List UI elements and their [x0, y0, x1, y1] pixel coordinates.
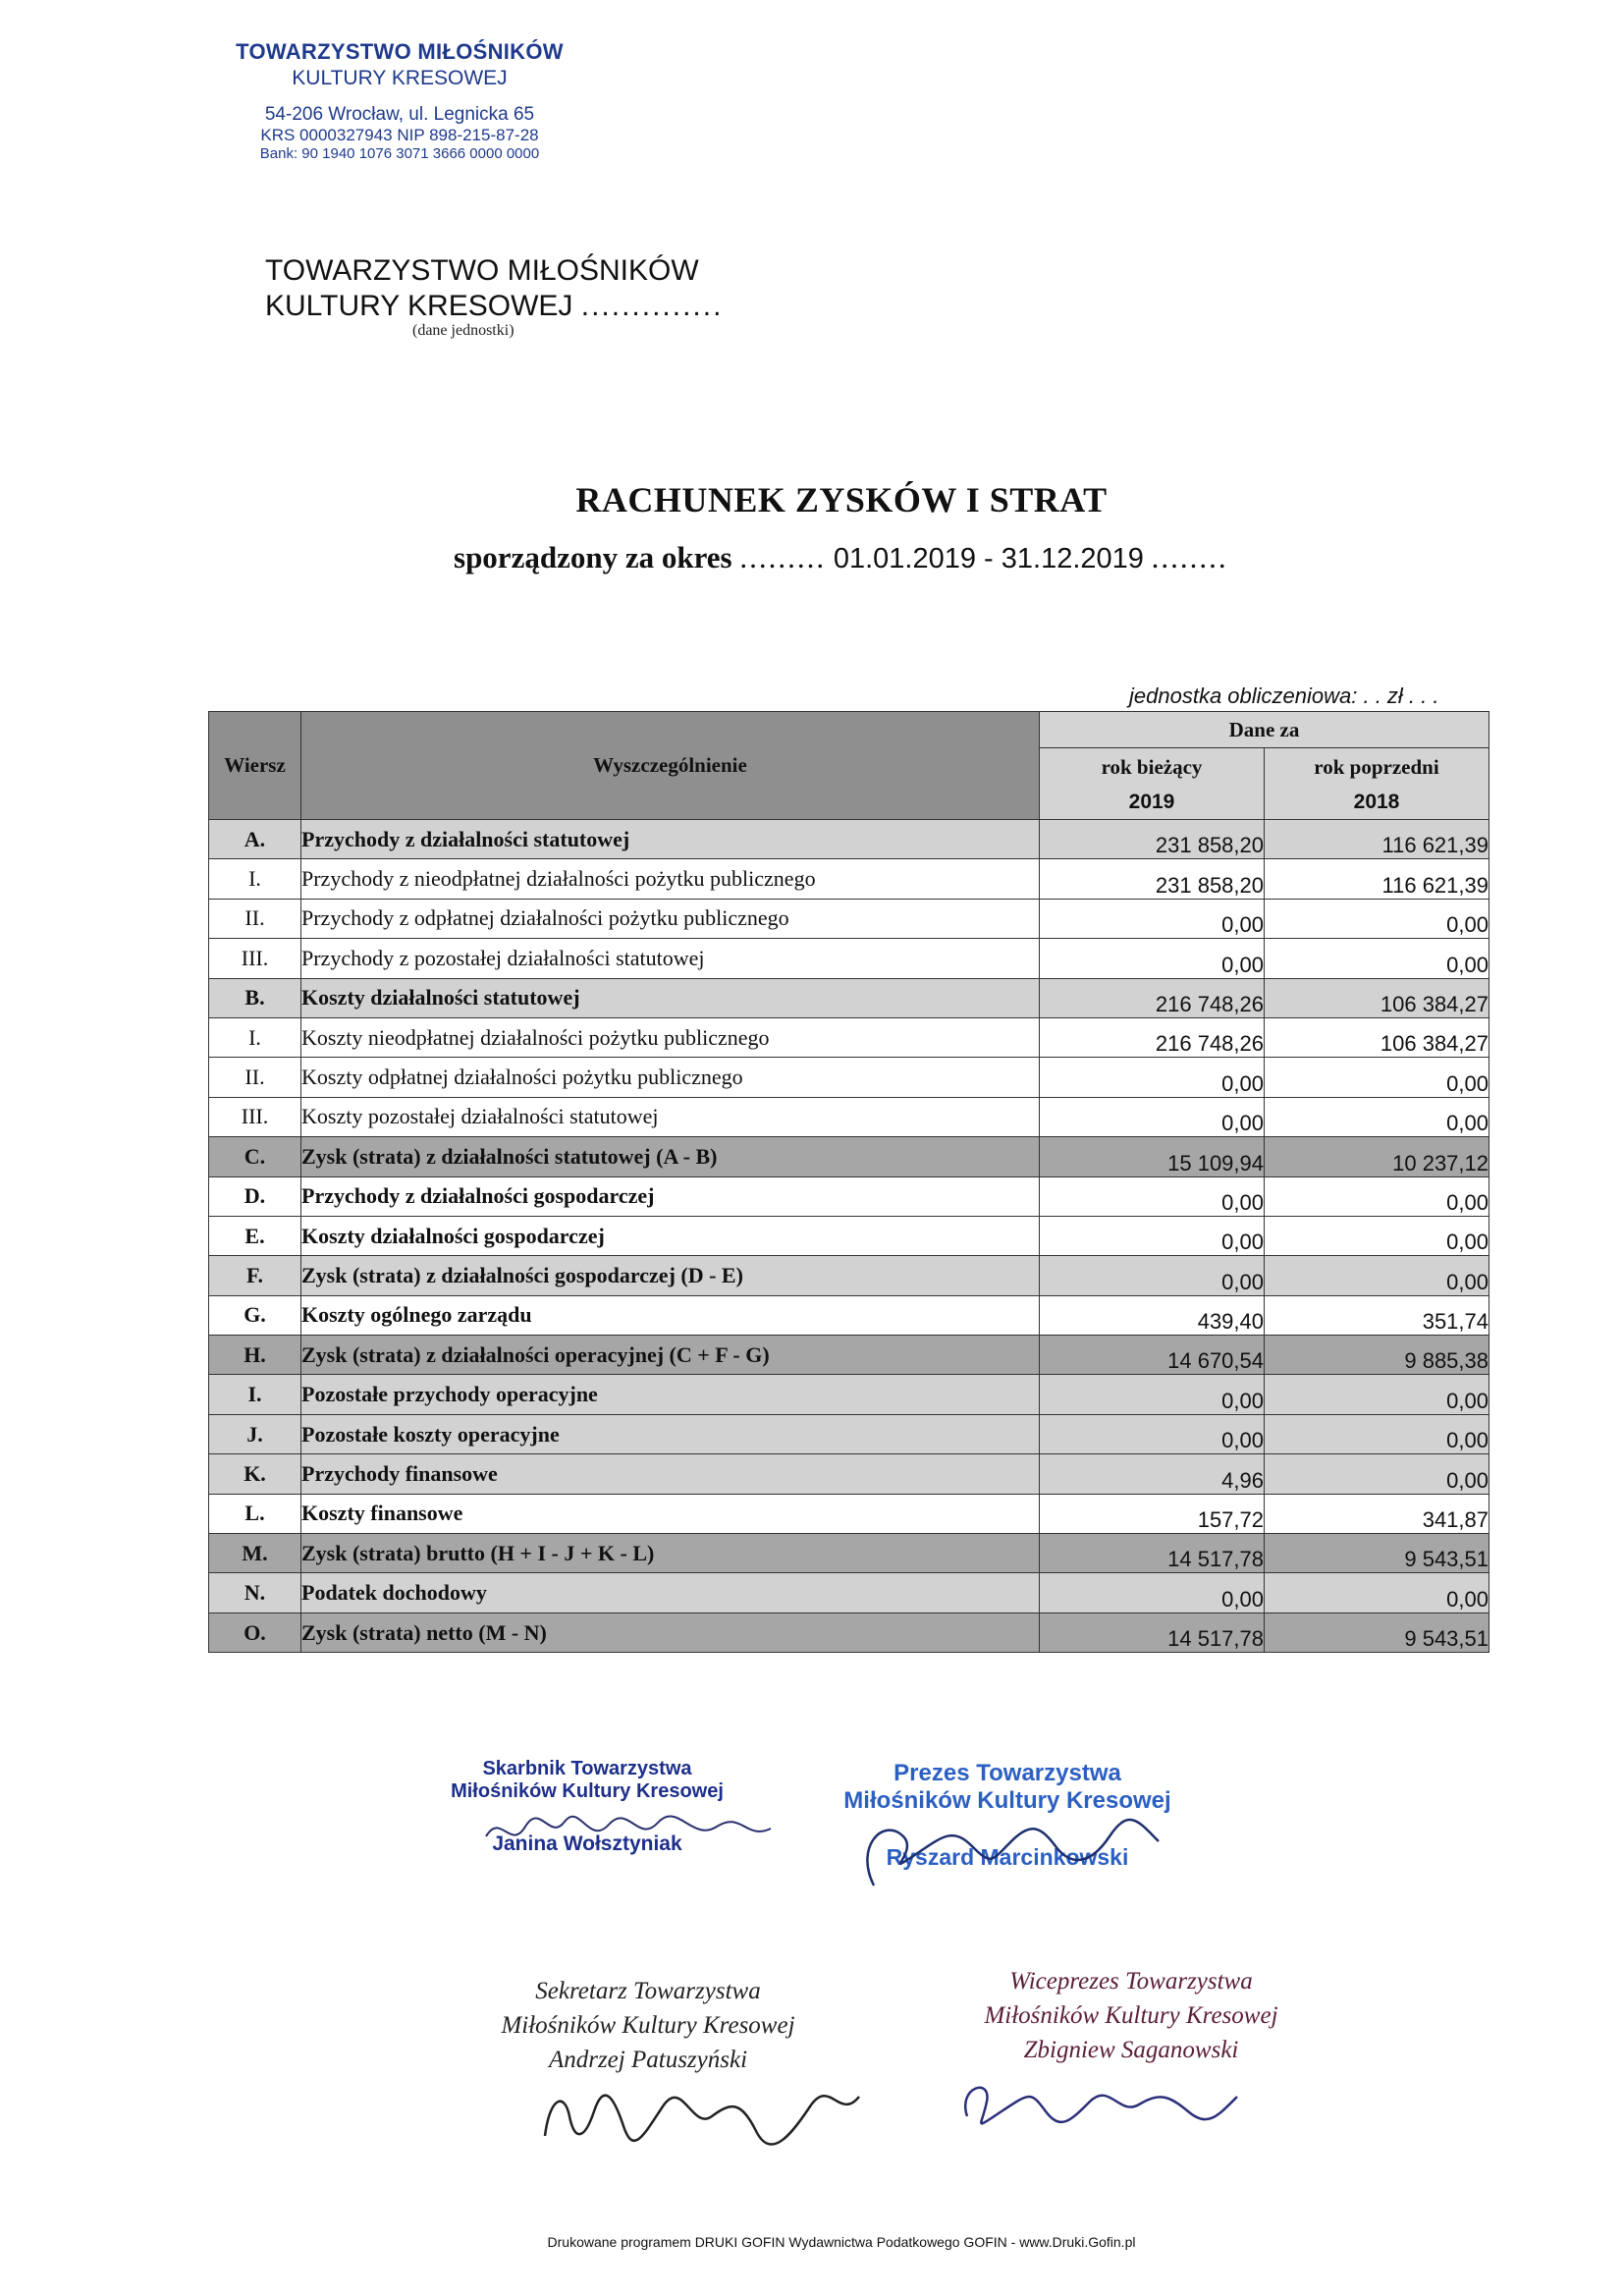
- president-name: Ryszard Marcinkowski: [886, 1844, 1129, 1870]
- row-code: C.: [209, 1137, 301, 1176]
- row-label: Koszty nieodpłatnej działalności pożytku publicznego: [301, 1017, 1040, 1057]
- row-code: D.: [209, 1176, 301, 1216]
- table-row: [209, 899, 1489, 938]
- row-previous-value: 351,74: [1265, 1295, 1489, 1335]
- header-previous-year-value: 2018: [1265, 786, 1489, 820]
- row-previous-value: 0,00: [1265, 1058, 1489, 1097]
- row-label: Przychody z odpłatnej działalności pożytku publicznego: [301, 899, 1040, 938]
- row-current-value: 4,96: [1040, 1454, 1265, 1494]
- unit-name: [265, 253, 723, 324]
- table-row: [209, 1256, 1489, 1295]
- treasurer-handwritten-signature-icon: [481, 1807, 776, 1856]
- row-code: M.: [209, 1534, 301, 1573]
- row-previous-value: 0,00: [1265, 899, 1489, 938]
- profit-loss-table: [208, 711, 1489, 1653]
- row-label: Zysk (strata) z działalności operacyjnej (C + F - G): [301, 1336, 1040, 1375]
- row-current-value: 216 748,26: [1040, 978, 1265, 1017]
- unit-name-line-2: KULTURY KRESOWEJ: [265, 290, 573, 322]
- row-code: N.: [209, 1573, 301, 1613]
- row-code: II.: [209, 899, 301, 938]
- row-label: Koszty ogólnego zarządu: [301, 1295, 1040, 1335]
- row-current-value: 14 517,78: [1040, 1613, 1265, 1652]
- signature-vice-president: [935, 1964, 1327, 2067]
- row-label: Przychody z pozostałej działalności statutowej: [301, 939, 1040, 978]
- row-previous-value: 106 384,27: [1265, 1017, 1489, 1057]
- table-row: [209, 1573, 1489, 1613]
- document-title: RACHUNEK ZYSKÓW I STRAT: [575, 480, 1108, 519]
- header-description: Wyszczególnienie: [301, 712, 1040, 820]
- row-current-value: 15 109,94: [1040, 1137, 1265, 1176]
- row-current-value: 0,00: [1040, 1573, 1265, 1613]
- secretary-name: Andrzej Patuszyński: [548, 2047, 748, 2073]
- vice-president-title-1: Wiceprezes Towarzystwa: [1009, 1968, 1253, 1995]
- row-previous-value: 0,00: [1265, 1414, 1489, 1453]
- unit-of-account: jednostka obliczeniowa: . . zł . . .: [1129, 683, 1439, 708]
- treasurer-title-2: Miłośników Kultury Kresowej: [451, 1780, 724, 1802]
- period-line: [454, 540, 1228, 575]
- vice-president-handwritten-signature-icon: [952, 2067, 1247, 2136]
- treasurer-name: Janina Wołsztyniak: [492, 1832, 682, 1855]
- header-previous-year: rok poprzedni: [1265, 748, 1489, 787]
- row-code: G.: [209, 1295, 301, 1335]
- footer-note: Drukowane programem DRUKI GOFIN Wydawnictwa Podatkowego GOFIN - www.Druki.Gofin.pl: [547, 2234, 1136, 2250]
- row-previous-value: 9 885,38: [1265, 1336, 1489, 1375]
- row-previous-value: 0,00: [1265, 1097, 1489, 1136]
- vice-president-name: Zbigniew Saganowski: [1023, 2037, 1239, 2063]
- row-current-value: 0,00: [1040, 1058, 1265, 1097]
- table-row: [209, 1534, 1489, 1573]
- row-label: Pozostałe przychody operacyjne: [301, 1375, 1040, 1414]
- row-current-value: 0,00: [1040, 1216, 1265, 1255]
- row-label: Koszty pozostałej działalności statutowej: [301, 1097, 1040, 1136]
- row-current-value: 0,00: [1040, 899, 1265, 938]
- row-label: Przychody z nieodpłatnej działalności pożytku publicznego: [301, 859, 1040, 899]
- row-label: Zysk (strata) z działalności statutowej (A - B): [301, 1137, 1040, 1176]
- row-previous-value: 0,00: [1265, 1454, 1489, 1494]
- row-label: Koszty finansowe: [301, 1494, 1040, 1533]
- table-row: [209, 1454, 1489, 1494]
- row-label: Przychody finansowe: [301, 1454, 1040, 1494]
- president-handwritten-signature-icon: [844, 1807, 1178, 1895]
- president-title-1: Prezes Towarzystwa: [893, 1760, 1121, 1786]
- row-previous-value: 0,00: [1265, 1256, 1489, 1295]
- secretary-title-2: Miłośników Kultury Kresowej: [501, 2012, 795, 2039]
- table-row: [209, 1414, 1489, 1453]
- header-current-year: rok bieżący: [1040, 748, 1265, 787]
- row-previous-value: 0,00: [1265, 1375, 1489, 1414]
- row-code: J.: [209, 1414, 301, 1453]
- table-row: [209, 978, 1489, 1017]
- row-code: E.: [209, 1216, 301, 1255]
- row-code: F.: [209, 1256, 301, 1295]
- row-current-value: 0,00: [1040, 1097, 1265, 1136]
- row-current-value: 439,40: [1040, 1295, 1265, 1335]
- row-current-value: 0,00: [1040, 1256, 1265, 1295]
- president-title-2: Miłośników Kultury Kresowej: [843, 1787, 1171, 1814]
- row-label: Przychody z działalności statutowej: [301, 820, 1040, 859]
- stamp-line-1: TOWARZYSTWO MIŁOŚNIKÓW: [236, 39, 564, 64]
- row-current-value: 157,72: [1040, 1494, 1265, 1533]
- row-code: L.: [209, 1494, 301, 1533]
- unit-caption: (dane jednostki): [412, 322, 514, 339]
- header-row-code: Wiersz: [209, 712, 301, 820]
- treasurer-title-1: Skarbnik Towarzystwa: [482, 1758, 692, 1779]
- row-label: Zysk (strata) brutto (H + I - J + K - L): [301, 1534, 1040, 1573]
- row-label: Zysk (strata) z działalności gospodarczej (D - E): [301, 1256, 1040, 1295]
- row-current-value: 0,00: [1040, 1176, 1265, 1216]
- row-label: Zysk (strata) netto (M - N): [301, 1613, 1040, 1652]
- row-previous-value: 10 237,12: [1265, 1137, 1489, 1176]
- period-dots-after: ........: [1151, 540, 1228, 574]
- row-previous-value: 341,87: [1265, 1494, 1489, 1533]
- row-current-value: 14 517,78: [1040, 1534, 1265, 1573]
- row-code: I.: [209, 859, 301, 899]
- row-previous-value: 0,00: [1265, 1176, 1489, 1216]
- row-previous-value: 9 543,51: [1265, 1613, 1489, 1652]
- table-row: [209, 1176, 1489, 1216]
- row-code: II.: [209, 1058, 301, 1097]
- stamp-line-2: KULTURY KRESOWEJ: [292, 67, 508, 89]
- row-code: A.: [209, 820, 301, 859]
- header-current-year-value: 2019: [1040, 786, 1265, 820]
- table-row: [209, 1613, 1489, 1652]
- row-previous-value: 0,00: [1265, 939, 1489, 978]
- row-label: Przychody z działalności gospodarczej: [301, 1176, 1040, 1216]
- row-code: B.: [209, 978, 301, 1017]
- organization-stamp: [218, 39, 581, 162]
- row-code: I.: [209, 1375, 301, 1414]
- row-current-value: 231 858,20: [1040, 820, 1265, 859]
- unit-name-line-1: TOWARZYSTWO MIŁOŚNIKÓW: [265, 254, 699, 287]
- period-dots-before: .........: [739, 540, 827, 574]
- table-row: [209, 1097, 1489, 1136]
- secretary-handwritten-signature-icon: [535, 2077, 869, 2156]
- row-previous-value: 116 621,39: [1265, 820, 1489, 859]
- row-label: Koszty odpłatnej działalności pożytku publicznego: [301, 1058, 1040, 1097]
- table-row: [209, 859, 1489, 899]
- row-current-value: 0,00: [1040, 1414, 1265, 1453]
- period-value: 01.01.2019 - 31.12.2019: [833, 543, 1144, 574]
- row-label: Pozostałe koszty operacyjne: [301, 1414, 1040, 1453]
- row-label: Podatek dochodowy: [301, 1573, 1040, 1613]
- row-previous-value: 0,00: [1265, 1216, 1489, 1255]
- table-row: [209, 820, 1489, 859]
- secretary-title-1: Sekretarz Towarzystwa: [535, 1978, 761, 2004]
- vice-president-title-2: Miłośników Kultury Kresowej: [984, 2002, 1278, 2029]
- table-row: [209, 1137, 1489, 1176]
- table-row: [209, 1494, 1489, 1533]
- stamp-registry: KRS 0000327943 NIP 898-215-87-28: [260, 126, 539, 144]
- table-row: [209, 1375, 1489, 1414]
- table-row: [209, 1336, 1489, 1375]
- table-row: [209, 939, 1489, 978]
- table-row: [209, 1295, 1489, 1335]
- row-code: O.: [209, 1613, 301, 1652]
- row-current-value: 14 670,54: [1040, 1336, 1265, 1375]
- row-previous-value: 116 621,39: [1265, 859, 1489, 899]
- stamp-address: 54-206 Wrocław, ul. Legnicka 65: [264, 104, 535, 125]
- row-code: H.: [209, 1336, 301, 1375]
- row-current-value: 0,00: [1040, 939, 1265, 978]
- table-row: [209, 1058, 1489, 1097]
- unit-name-dots: ..............: [580, 290, 724, 322]
- stamp-bank: Bank: 90 1940 1076 3071 3666 0000 0000: [259, 145, 540, 162]
- row-code: K.: [209, 1454, 301, 1494]
- row-label: Koszty działalności statutowej: [301, 978, 1040, 1017]
- row-previous-value: 106 384,27: [1265, 978, 1489, 1017]
- table-row: [209, 1017, 1489, 1057]
- row-previous-value: 0,00: [1265, 1573, 1489, 1613]
- row-code: III.: [209, 939, 301, 978]
- signature-secretary: [452, 1974, 844, 2077]
- row-current-value: 216 748,26: [1040, 1017, 1265, 1057]
- row-current-value: 231 858,20: [1040, 859, 1265, 899]
- table-row: [209, 1216, 1489, 1255]
- row-label: Koszty działalności gospodarczej: [301, 1216, 1040, 1255]
- table-body: [209, 820, 1489, 1653]
- row-code: III.: [209, 1097, 301, 1136]
- period-label: sporządzony za okres: [454, 540, 732, 574]
- header-data-for: Dane za: [1040, 712, 1489, 748]
- row-current-value: 0,00: [1040, 1375, 1265, 1414]
- row-code: I.: [209, 1017, 301, 1057]
- row-previous-value: 9 543,51: [1265, 1534, 1489, 1573]
